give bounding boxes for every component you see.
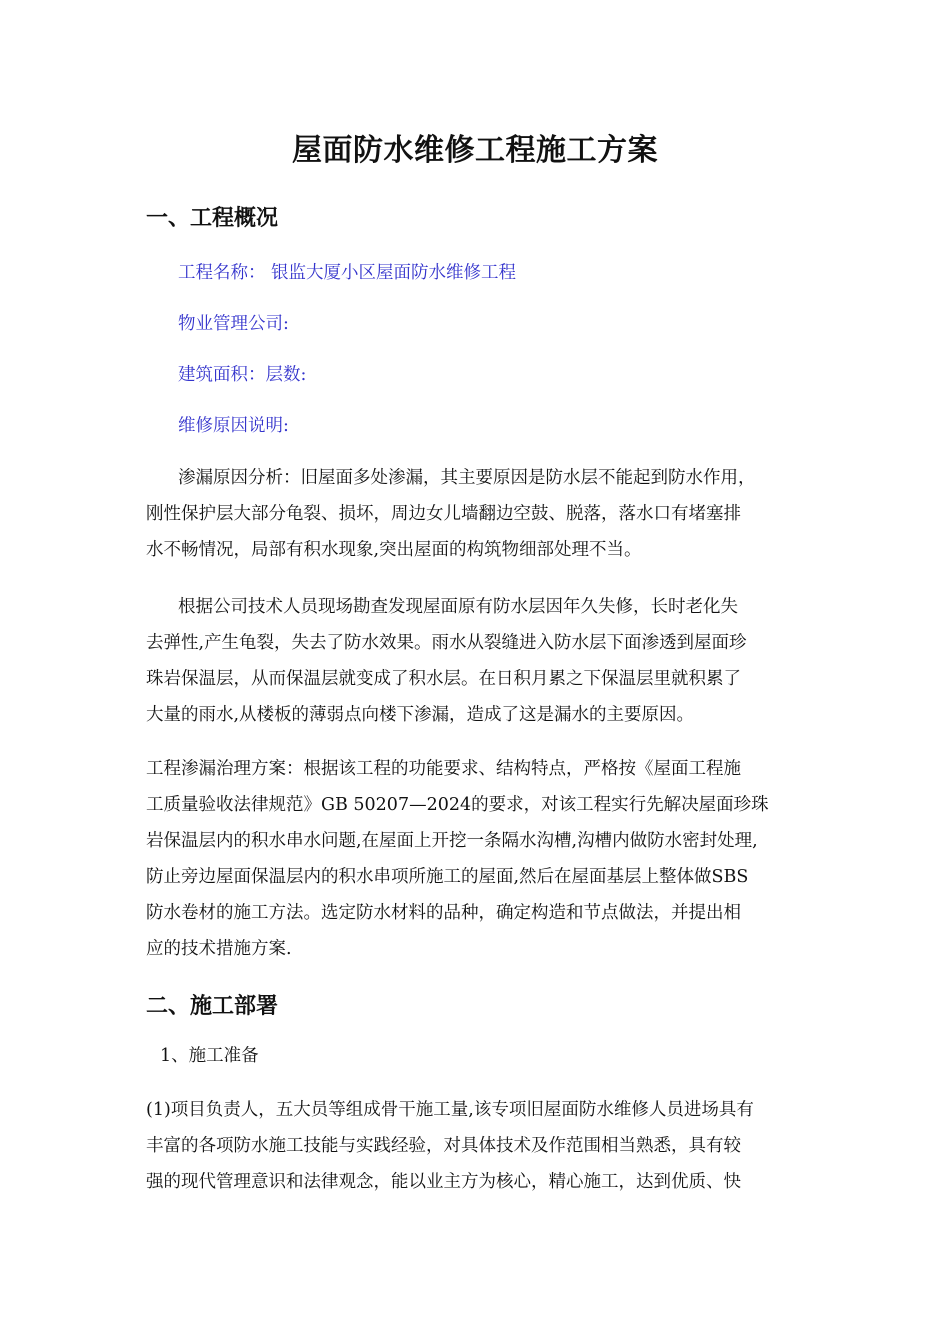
paragraph-line: 渗漏原因分析：旧屋面多处渗漏，其主要原因是防水层不能起到防水作用， xyxy=(178,468,756,488)
paragraph-line: 大量的雨水,从楼板的薄弱点向楼下渗漏，造成了这是漏水的主要原因。 xyxy=(146,705,695,725)
treatment-plan-paragraph xyxy=(146,751,826,967)
paragraph-line: 刚性保护层大部分龟裂、损坏，周边女儿墙翻边空鼓、脱落，落水口有堵塞排 xyxy=(146,504,741,524)
paragraph-line: (1)项目负责人，五大员等组成骨干施工量,该专项旧屋面防水维修人员进场具有 xyxy=(146,1100,754,1120)
subheading-preparation: 1、施工准备 xyxy=(160,1046,259,1066)
document-title: 屋面防水维修工程施工方案 xyxy=(292,133,658,168)
survey-paragraph xyxy=(146,589,826,733)
paragraph-line: 工程渗漏治理方案：根据该工程的功能要求、结构特点，严格按《屋面工程施 xyxy=(146,759,741,779)
project-name-line: 工程名称： 银监大厦小区屋面防水维修工程 xyxy=(178,263,517,283)
building-area-line: 建筑面积：层数: xyxy=(178,365,307,385)
paragraph-line: 去弹性,产生龟裂，失去了防水效果。雨水从裂缝进入防水层下面渗透到屋面珍 xyxy=(146,633,747,653)
section-heading-deployment: 二、施工部署 xyxy=(146,994,279,1019)
paragraph-line: 水不畅情况，局部有积水现象,突出屋面的构筑物细部处理不当。 xyxy=(146,540,642,560)
property-company-line: 物业管理公司: xyxy=(178,314,289,334)
repair-reason-line: 维修原因说明: xyxy=(178,416,289,436)
paragraph-line: 应的技术措施方案. xyxy=(146,939,292,959)
preparation-item-paragraph xyxy=(146,1092,826,1200)
paragraph-line: 丰富的各项防水施工技能与实践经验，对具体技术及作范围相当熟悉，具有较 xyxy=(146,1136,741,1156)
section-heading-overview: 一、工程概况 xyxy=(146,206,279,231)
paragraph-line: 防水卷材的施工方法。选定防水材料的品种，确定构造和节点做法，并提出相 xyxy=(146,903,741,923)
paragraph-line: 强的现代管理意识和法律观念，能以业主方为核心，精心施工，达到优质、快 xyxy=(146,1172,741,1192)
paragraph-line: 工质量验收法律规范》GB 50207—2024的要求，对该工程实行先解决屋面珍珠 xyxy=(146,795,769,815)
paragraph-line: 防止旁边屋面保温层内的积水串项所施工的屋面,然后在屋面基层上整体做SBS xyxy=(146,867,749,887)
paragraph-line: 根据公司技术人员现场勘查发现屋面原有防水层因年久失修，长时老化失 xyxy=(178,597,738,617)
leak-analysis-paragraph xyxy=(146,460,826,568)
paragraph-line: 珠岩保温层，从而保温层就变成了积水层。在日积月累之下保温层里就积累了 xyxy=(146,669,741,689)
paragraph-line: 岩保温层内的积水串水问题,在屋面上开挖一条隔水沟槽,沟槽内做防水密封处理, xyxy=(146,831,758,851)
